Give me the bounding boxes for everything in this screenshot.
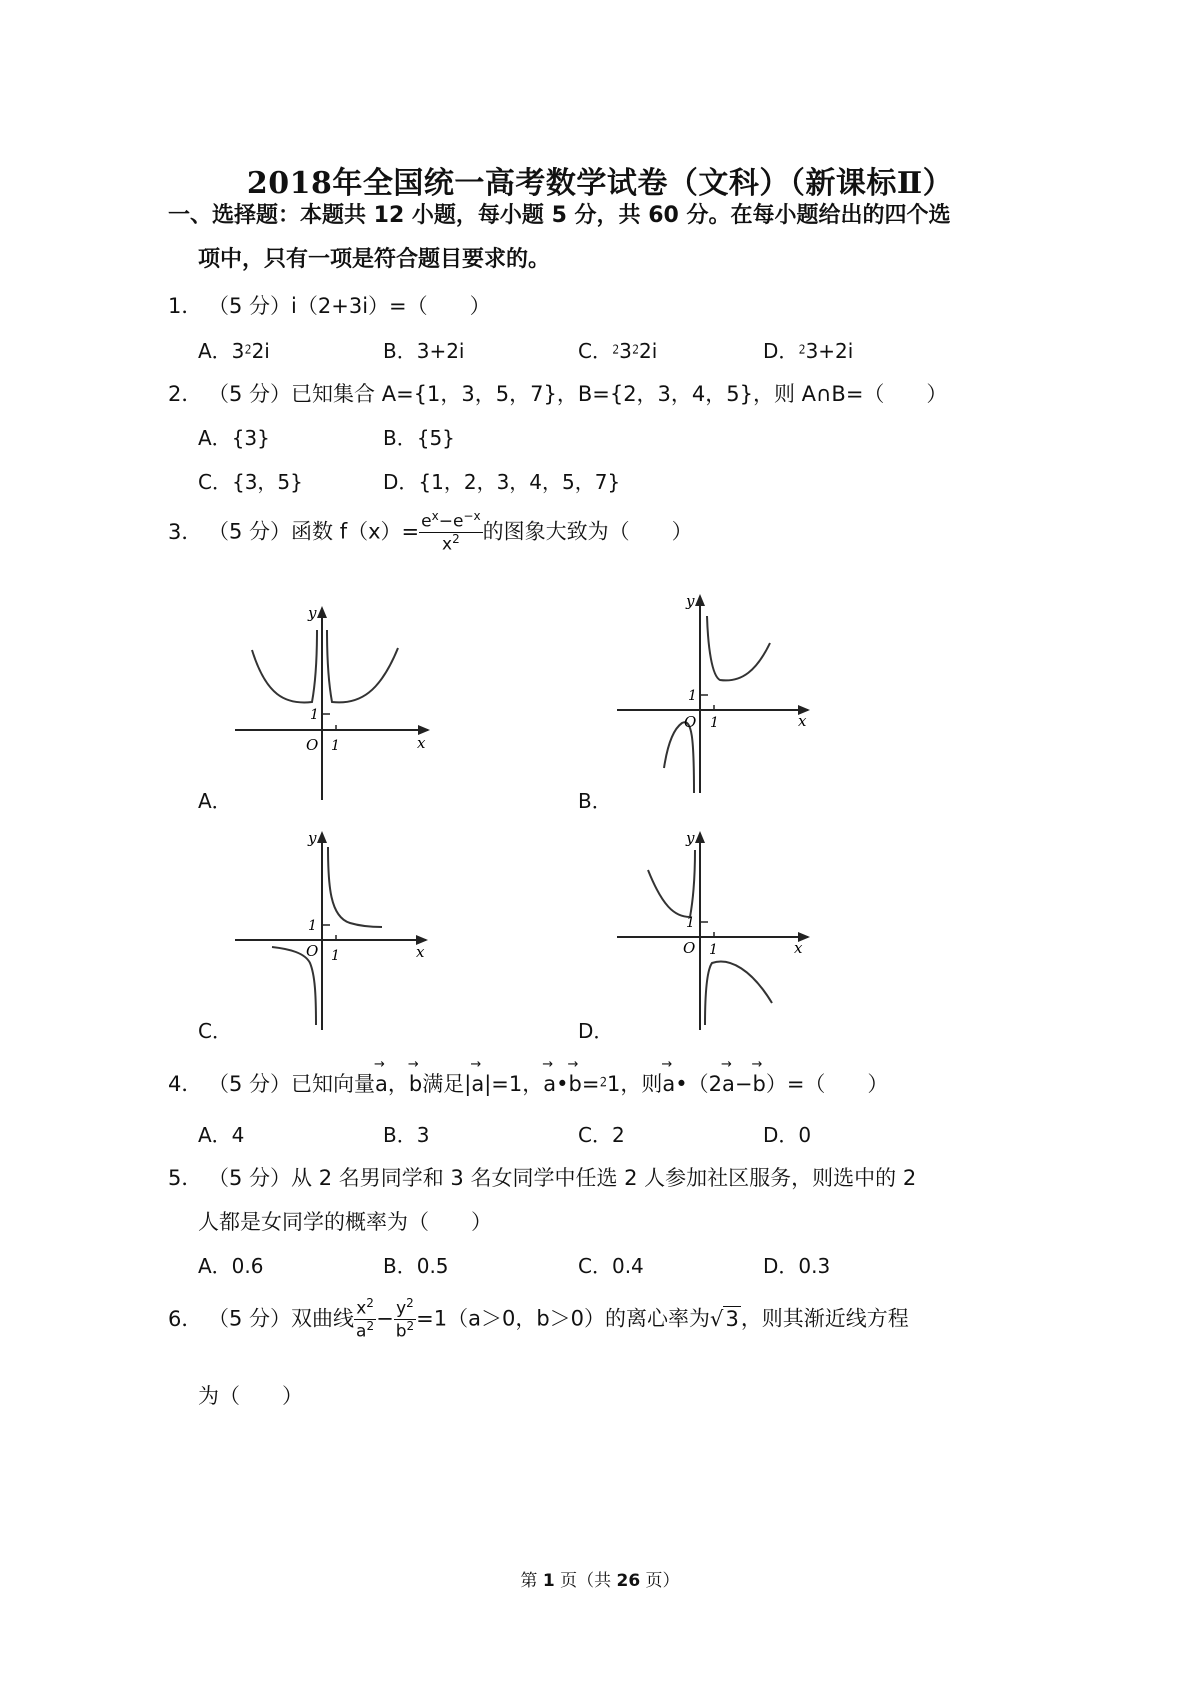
- question-number: 3．: [168, 519, 203, 544]
- q1-option-a: A．3⁲2i: [198, 339, 270, 363]
- q1-option-d: D．⁲3+2i: [763, 339, 854, 363]
- vector-a: → a: [471, 1072, 484, 1096]
- x-axis-label: x: [417, 734, 426, 752]
- fraction-y: $\frac{y^2}{b^2}$: [395, 1296, 415, 1342]
- y-axis-label: y: [686, 829, 695, 847]
- question-4: 4． （5 分）已知向量→ a，→ b满足|→ a|=1，→ a•→ b=⁲1，则→ a•（2→ a−→ b）=（ ）: [168, 1068, 888, 1098]
- y-unit-label: 1: [310, 707, 319, 723]
- question-6-line2: 为（ ）: [198, 1384, 303, 1408]
- section-heading-line1: 一、选择题：本题共 12 小题，每小题 5 分，共 60 分。在每小题给出的四个选: [168, 203, 951, 228]
- q2-option-c: C．{3，5}: [198, 470, 303, 494]
- x-unit-label: 1: [709, 942, 718, 958]
- question-number: 6．: [168, 1306, 203, 1331]
- fraction-x: $\frac{x^2}{a^2}$: [356, 1296, 375, 1342]
- y-unit-label: 1: [688, 688, 697, 704]
- graph-b: [612, 588, 822, 802]
- vector-b: → b: [569, 1072, 582, 1096]
- graph-b-label: B．: [578, 789, 612, 813]
- origin-label: O: [684, 713, 697, 731]
- q4-option-a: A．4: [198, 1123, 245, 1147]
- page-footer: 第 1 页（共 26 页）: [520, 1571, 680, 1591]
- page-title: 2018年全国统一高考数学试卷（文科）（新课标Ⅱ）: [246, 166, 954, 201]
- q4-option-b: B．3: [383, 1123, 430, 1147]
- origin-label: O: [306, 736, 319, 754]
- question-text: （5 分）i（2+3i）=（ ）: [208, 294, 491, 318]
- x-axis-label: x: [794, 939, 803, 957]
- q1-option-c: C．⁲3⁲2i: [578, 339, 658, 363]
- graph-d-label: D．: [578, 1019, 614, 1043]
- question-number: 5．: [168, 1166, 203, 1190]
- section-heading-line2: 项中，只有一项是符合题目要求的。: [198, 247, 551, 272]
- x-unit-label: 1: [331, 948, 340, 964]
- page-total: 26: [616, 1571, 641, 1591]
- q5-option-d: D．0.3: [763, 1254, 831, 1278]
- page-number: 1: [542, 1571, 555, 1591]
- y-unit-label: 1: [308, 918, 317, 934]
- q4-option-d: D．0: [763, 1123, 812, 1147]
- y-axis-label: y: [686, 592, 695, 610]
- question-text: （5 分）已知集合 A={1，3，5，7}，B={2，3，4，5}，则 A∩B=（ ）: [208, 382, 948, 406]
- question-5: [168, 1162, 916, 1192]
- q2-option-a: A．{3}: [198, 426, 270, 450]
- q5-option-b: B．0.5: [383, 1254, 449, 1278]
- y-axis-label: y: [308, 604, 317, 622]
- question-2: [168, 378, 947, 408]
- question-text-prefix: （5 分）函数 f（x）=: [208, 519, 420, 544]
- sqrt-3: √3: [710, 1306, 739, 1331]
- vector-a: → a: [662, 1072, 675, 1096]
- y-axis-label: y: [308, 829, 317, 847]
- graph-d: [612, 825, 822, 1039]
- x-axis-label: x: [416, 943, 425, 961]
- x-unit-label: 1: [331, 738, 340, 754]
- origin-label: O: [306, 942, 319, 960]
- question-text-suffix: 的图象大致为（ ）: [482, 519, 693, 544]
- question-1: [168, 290, 491, 320]
- vector-a: → a: [722, 1072, 735, 1096]
- question-text: （5 分）已知向量: [208, 1072, 376, 1096]
- question-number: 1．: [168, 294, 203, 318]
- question-5-line2: 人都是女同学的概率为（ ）: [198, 1210, 492, 1234]
- question-number: 4．: [168, 1072, 203, 1096]
- vector-a: → a: [543, 1072, 556, 1096]
- q4-option-c: C．2: [578, 1123, 625, 1147]
- x-axis-label: x: [798, 712, 807, 730]
- x-unit-label: 1: [710, 715, 719, 731]
- q2-option-d: D．{1，2，3，4，5，7}: [383, 470, 621, 494]
- vector-a: → a: [375, 1072, 388, 1096]
- graph-c: [230, 825, 440, 1039]
- vector-b: → b: [409, 1072, 422, 1096]
- q5-option-a: A．0.6: [198, 1254, 264, 1278]
- q5-option-c: C．0.4: [578, 1254, 644, 1278]
- origin-label: O: [683, 939, 696, 957]
- question-text-prefix: （5 分）双曲线: [208, 1306, 355, 1331]
- q2-option-b: B．{5}: [383, 426, 455, 450]
- graph-a-label: A．: [198, 789, 232, 813]
- question-number: 2．: [168, 382, 203, 406]
- question-text: （5 分）从 2 名男同学和 3 名女同学中任选 2 人参加社区服务，则选中的 2: [208, 1166, 917, 1190]
- graph-a: [230, 600, 440, 809]
- graph-c-label: C．: [198, 1019, 232, 1043]
- q1-option-b: B．3+2i: [383, 339, 465, 363]
- y-unit-label: 1: [686, 915, 695, 931]
- fraction: $\frac{e^x-e^{-x}}{x^2}$: [421, 509, 481, 555]
- question-6: 6． （5 分）双曲线 $\frac{x^2}{a^2}$ − $\frac{y^2}{b^2}$ =1（a＞0，b＞0）的离心率为√3，则其渐近线方程: [168, 1296, 909, 1342]
- question-3: [168, 510, 693, 555]
- vector-b: → b: [752, 1072, 765, 1096]
